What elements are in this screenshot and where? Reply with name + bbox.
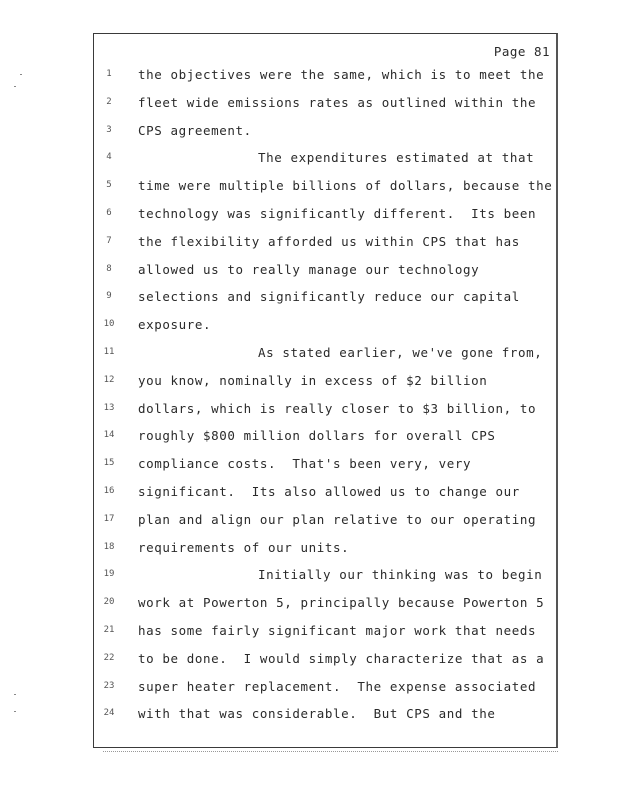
line-number: 7 bbox=[106, 235, 112, 246]
line-text: compliance costs. That's been very, very bbox=[138, 456, 472, 472]
line-number: 3 bbox=[106, 124, 112, 135]
transcript-line bbox=[0, 289, 618, 309]
transcript-line bbox=[0, 123, 618, 143]
line-text: exposure. bbox=[138, 317, 212, 333]
line-number: 23 bbox=[103, 680, 115, 691]
line-number: 21 bbox=[103, 625, 115, 635]
line-text: work at Powerton 5, principally because Powerton 5 bbox=[138, 595, 545, 611]
line-text: CPS agreement. bbox=[138, 122, 252, 138]
scan-speck bbox=[14, 711, 16, 712]
transcript-line bbox=[0, 234, 618, 254]
transcript-line bbox=[0, 595, 618, 615]
transcript-line bbox=[0, 679, 618, 699]
line-text: time were multiple billions of dollars, because the bbox=[138, 178, 553, 194]
transcript-line bbox=[0, 317, 618, 337]
transcript-line bbox=[0, 178, 618, 198]
line-number: 12 bbox=[103, 374, 115, 385]
transcript-line bbox=[0, 373, 618, 393]
line-text: you know, nominally in excess of $2 billion bbox=[138, 372, 488, 388]
bottom-rule bbox=[103, 751, 558, 753]
line-text: the objectives were the same, which is to meet the bbox=[138, 67, 545, 82]
line-text: has some fairly significant major work that needs bbox=[138, 623, 537, 638]
line-text: with that was considerable. But CPS and the bbox=[138, 706, 496, 722]
line-text: significant. Its also allowed us to change our bbox=[138, 484, 520, 499]
line-number: 22 bbox=[103, 652, 115, 663]
page-number: Page 81 bbox=[493, 44, 550, 59]
line-text: requirements of our units. bbox=[138, 539, 350, 555]
line-number: 8 bbox=[106, 263, 112, 274]
line-number: 24 bbox=[103, 708, 115, 719]
transcript-line bbox=[0, 95, 618, 115]
line-text: dollars, which is really closer to $3 billion, to bbox=[138, 400, 537, 416]
line-text: As stated earlier, we've gone from, bbox=[258, 345, 543, 360]
transcript-line bbox=[0, 567, 618, 587]
transcript-line bbox=[0, 651, 618, 671]
line-number: 16 bbox=[103, 486, 115, 496]
line-number: 10 bbox=[103, 319, 115, 330]
transcript-line bbox=[0, 345, 618, 365]
transcript-line bbox=[0, 206, 618, 226]
line-text: technology was significantly different. Its been bbox=[138, 206, 537, 221]
transcript-line bbox=[0, 428, 618, 448]
transcript-line bbox=[0, 262, 618, 282]
line-number: 6 bbox=[106, 208, 112, 218]
line-number: 15 bbox=[103, 458, 115, 469]
scan-speck bbox=[14, 694, 16, 695]
line-text: allowed us to really manage our technology bbox=[138, 261, 480, 277]
line-number: 20 bbox=[103, 597, 115, 608]
line-text: roughly $800 million dollars for overall CPS bbox=[138, 428, 496, 444]
line-number: 17 bbox=[103, 513, 115, 524]
transcript-line bbox=[0, 150, 618, 170]
line-number: 11 bbox=[103, 347, 115, 357]
line-text: the flexibility afforded us within CPS that has bbox=[138, 233, 520, 249]
line-number: 2 bbox=[106, 96, 112, 107]
scan-speck bbox=[20, 74, 22, 75]
transcript-line bbox=[0, 456, 618, 476]
line-text: Initially our thinking was to begin bbox=[258, 567, 543, 583]
transcript-line bbox=[0, 67, 618, 87]
line-text: fleet wide emissions rates as outlined within the bbox=[138, 94, 537, 110]
transcript-line bbox=[0, 623, 618, 643]
line-number: 13 bbox=[103, 402, 115, 413]
line-number: 5 bbox=[106, 180, 112, 191]
line-text: selections and significantly reduce our capital bbox=[138, 289, 520, 305]
transcript-line bbox=[0, 540, 618, 560]
transcript-line bbox=[0, 706, 618, 726]
line-number: 14 bbox=[103, 430, 115, 441]
line-text: The expenditures estimated at that bbox=[258, 150, 535, 166]
line-number: 9 bbox=[106, 291, 112, 302]
scan-speck bbox=[14, 86, 16, 87]
line-text: super heater replacement. The expense associated bbox=[138, 678, 537, 694]
line-number: 1 bbox=[106, 69, 112, 79]
transcript-line bbox=[0, 512, 618, 532]
line-number: 4 bbox=[106, 152, 112, 163]
line-number: 18 bbox=[103, 541, 115, 552]
line-text: to be done. I would simply characterize that as a bbox=[138, 650, 545, 666]
line-text: plan and align our plan relative to our operating bbox=[138, 511, 537, 527]
transcript-line bbox=[0, 484, 618, 504]
transcript-line bbox=[0, 401, 618, 421]
line-number: 19 bbox=[103, 569, 115, 580]
